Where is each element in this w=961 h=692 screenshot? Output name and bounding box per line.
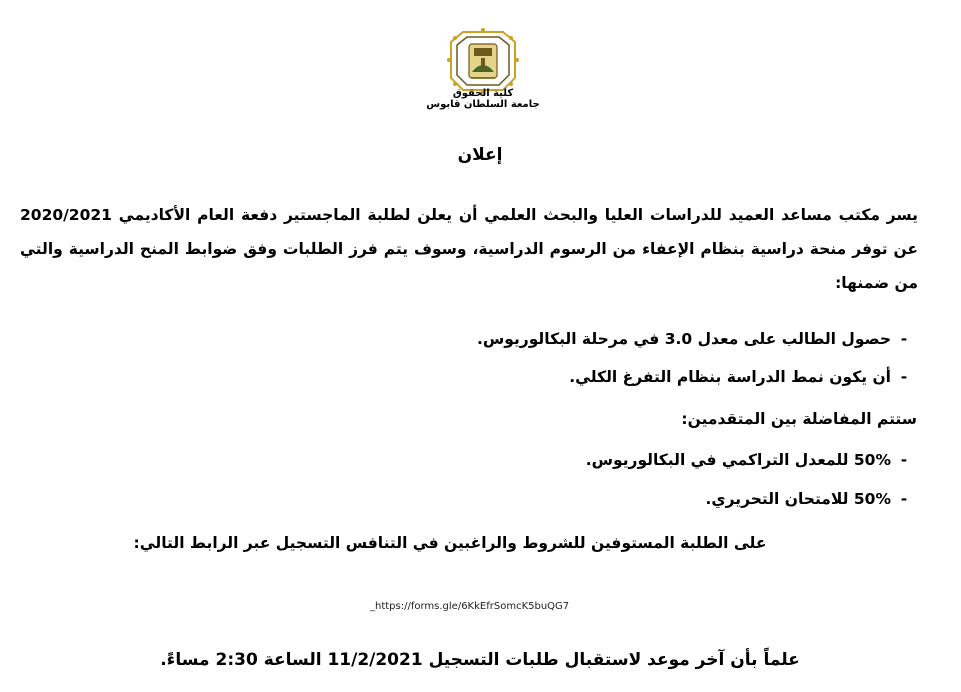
- registration-instruction: على الطلبة المستوفين للشروط والراغبين في التنافس التسجيل عبر الرابط التالي:: [133, 534, 767, 552]
- preference-heading: ستتم المفاضلة بين المتقدمين:: [681, 410, 917, 428]
- condition-text: حصول الطالب على معدل 3.0 في مرحلة البكالوريوس.: [476, 330, 891, 348]
- preference-item: [706, 490, 917, 508]
- preference-item: [586, 451, 917, 469]
- condition-item: [477, 330, 917, 348]
- seal-caption-university: جامعة السلطان قابوس: [426, 99, 540, 110]
- bullet-marker: -: [900, 451, 908, 469]
- preference-text: 50% للامتحان التحريري.: [705, 490, 891, 508]
- preference-text: 50% للمعدل التراكمي في البكالوريوس.: [585, 451, 891, 469]
- page-title: إعلان: [457, 145, 503, 165]
- bullet-marker: -: [900, 330, 908, 348]
- bullet-marker: -: [900, 368, 908, 386]
- bullet-marker: -: [900, 490, 908, 508]
- seal-caption-faculty: كلية الحقوق: [452, 88, 514, 99]
- condition-text: أن يكون نمط الدراسة بنظام التفرغ الكلي.: [569, 368, 891, 386]
- intro-paragraph: يسر مكتب مساعد العميد للدراسات العليا والبحث العلمي أن يعلن لطلبة الماجستير دفعة العام الأكاديمي 2020/2021 عن توفر منحة دراسية بنظام الإعفاء من الرسوم الدراسية، وسوف يتم فرز الطلبات وفق ضوابط المنح الدراسية والتي من ضمنها:: [20, 206, 918, 292]
- condition-item: [569, 368, 917, 386]
- deadline-note: علماً بأن آخر موعد لاستقبال طلبات التسجيل 11/2/2021 الساعة 2:30 مساءً.: [160, 650, 800, 670]
- registration-link[interactable]: _https://forms.gle/6KkEfrSomcK5buQG7: [370, 601, 570, 612]
